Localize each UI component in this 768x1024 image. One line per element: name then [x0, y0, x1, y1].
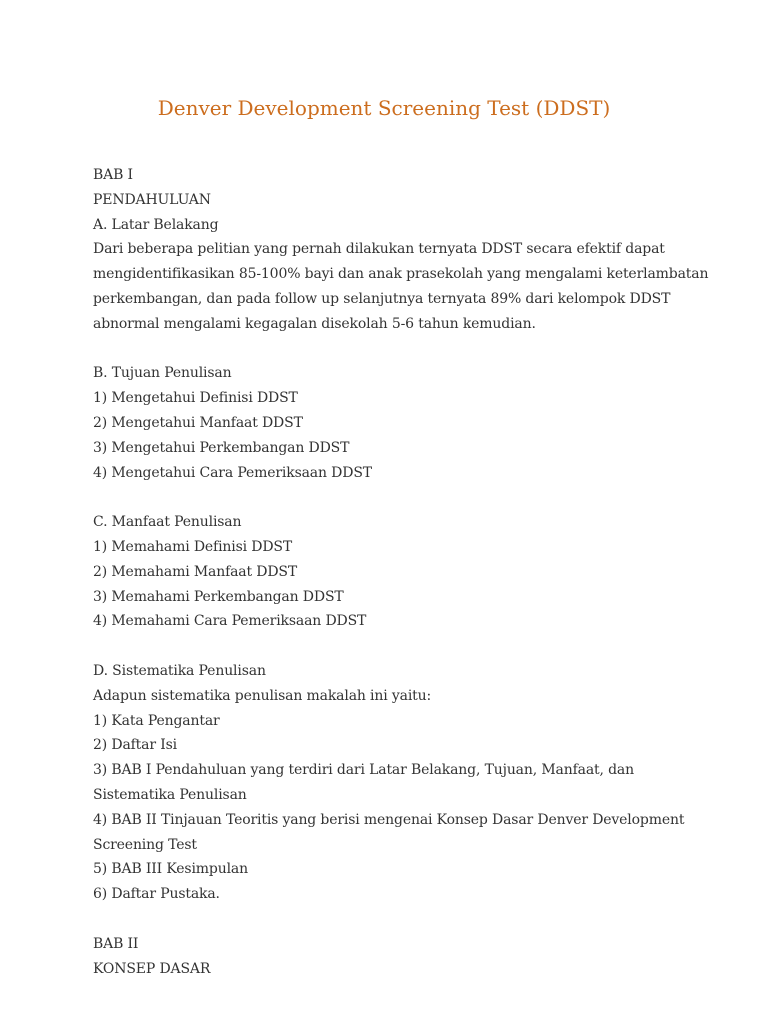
- blank-line: [93, 485, 693, 510]
- list-item: 2) Daftar Isi: [93, 737, 177, 754]
- section-heading-manfaat: C. Manfaat Penulisan: [93, 514, 242, 531]
- chapter-label: BAB II: [93, 935, 139, 952]
- list-item: 6) Daftar Pustaka.: [93, 886, 220, 903]
- list-item: 1) Kata Pengantar: [93, 712, 220, 729]
- paragraph-line: Adapun sistematika penulisan makalah ini yaitu:: [93, 687, 432, 704]
- list-item: 2) Memahami Manfaat DDST: [93, 563, 298, 580]
- list-item: 5) BAB III Kesimpulan: [93, 861, 248, 878]
- document-title: Denver Development Screening Test (DDST): [157, 96, 611, 120]
- chapter-title: PENDAHULUAN: [93, 191, 211, 208]
- list-item: 4) BAB II Tinjauan Teoritis yang berisi mengenai Konsep Dasar Denver Development: [93, 811, 685, 828]
- blank-line: [93, 337, 693, 362]
- list-item-continuation: Sistematika Penulisan: [93, 786, 247, 803]
- section-heading-tujuan: B. Tujuan Penulisan: [93, 365, 232, 382]
- paragraph-line: abnormal mengalami kegagalan disekolah 5-6 tahun kemudian.: [93, 315, 536, 332]
- list-item: 1) Mengetahui Definisi DDST: [93, 390, 298, 407]
- paragraph-line: perkembangan, dan pada follow up selanjutnya ternyata 89% dari kelompok DDST: [93, 290, 671, 307]
- section-heading-latar-belakang: A. Latar Belakang: [93, 216, 219, 233]
- list-item: 2) Mengetahui Manfaat DDST: [93, 414, 303, 431]
- list-item: 3) BAB I Pendahuluan yang terdiri dari Latar Belakang, Tujuan, Manfaat, dan: [93, 762, 634, 779]
- section-heading-sistematika: D. Sistematika Penulisan: [93, 662, 266, 679]
- blank-line: [93, 634, 693, 659]
- chapter-title: KONSEP DASAR: [93, 960, 211, 977]
- list-item: 4) Memahami Cara Pemeriksaan DDST: [93, 613, 367, 630]
- paragraph-line: Dari beberapa pelitian yang pernah dilakukan ternyata DDST secara efektif dapat: [93, 241, 665, 258]
- list-item-continuation: Screening Test: [93, 836, 197, 853]
- document-body: [93, 163, 709, 981]
- list-item: 4) Mengetahui Cara Pemeriksaan DDST: [93, 464, 372, 481]
- blank-line: [93, 907, 693, 932]
- list-item: 1) Memahami Definisi DDST: [93, 538, 293, 555]
- chapter-label: BAB I: [93, 167, 133, 183]
- paragraph-line: mengidentifikasikan 85-100% bayi dan anak prasekolah yang mengalami keterlambatan: [93, 266, 709, 283]
- list-item: 3) Mengetahui Perkembangan DDST: [93, 439, 350, 456]
- list-item: 3) Memahami Perkembangan DDST: [93, 588, 344, 605]
